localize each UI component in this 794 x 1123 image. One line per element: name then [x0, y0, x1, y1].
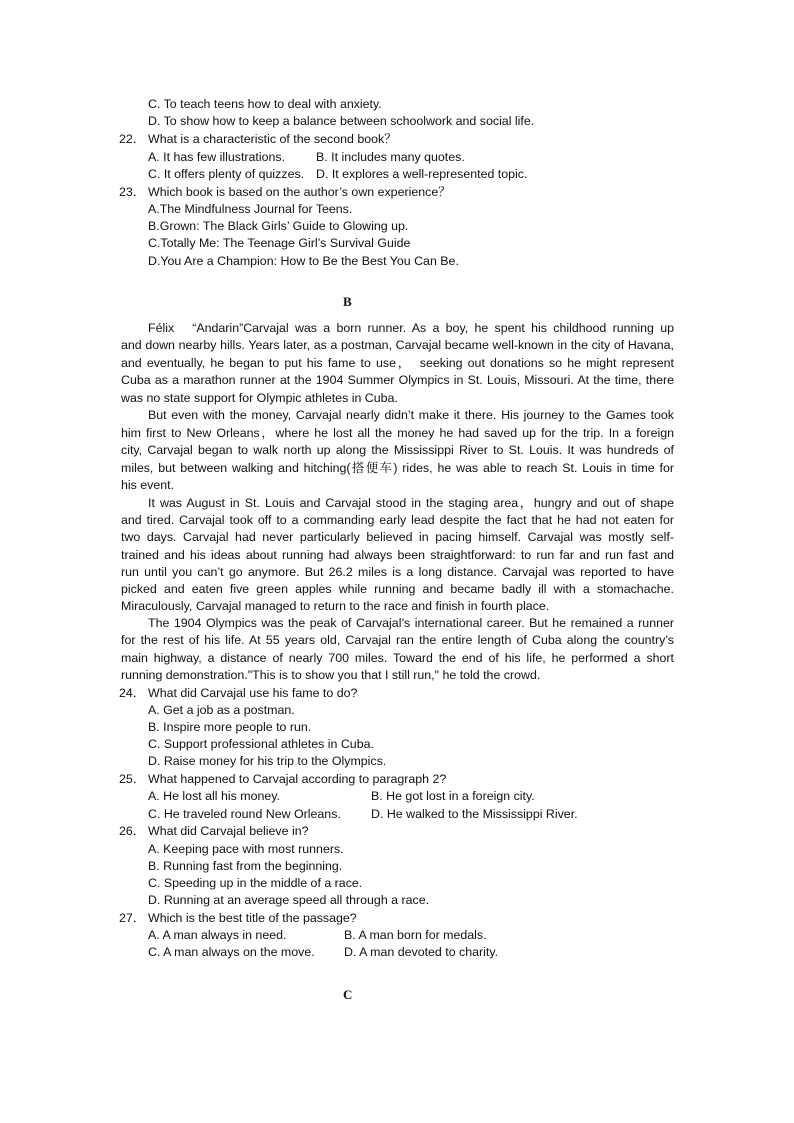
passage-line: trained and his ideas about running had always been straightforward: to run far and run fast and — [121, 548, 674, 562]
passage-line: main highway, a distance of nearly 700 miles. Toward the end of his life, he performed a short — [121, 651, 674, 665]
passage-line: and down nearby hills. Years later, as a postman, Carvajal became well-known in the city of Havana, — [121, 338, 674, 352]
q26-option-d: D. Running at an average speed all through a race. — [148, 893, 430, 907]
passage-line: running demonstration."This is to show you that I still run," he told the crowd. — [121, 668, 541, 682]
q26-option-b: B. Running fast from the beginning. — [148, 859, 343, 873]
passage-line: It was August in St. Louis and Carvajal stood in the staging area，hungry and out of shape — [148, 496, 674, 510]
q23-option-d: D.You Are a Champion: How to Be the Best You Can Be. — [148, 254, 459, 268]
passage-line: him first to New Orleans，where he lost all the money he had saved up for the trip. In a foreign — [121, 426, 674, 440]
section-heading-b: B — [343, 294, 352, 309]
q23-number: 23． — [119, 185, 146, 199]
q24-option-d: D. Raise money for his trip to the Olympics. — [148, 754, 387, 768]
q21-option-c: C. To teach teens how to deal with anxiety. — [148, 97, 382, 111]
passage-line: picked and eaten five green apples while running and became badly ill with a stomachache. — [121, 582, 674, 596]
q27-number: 27． — [119, 911, 146, 925]
q22-option-a: A. It has few illustrations. — [148, 150, 286, 164]
q24-number: 24． — [119, 686, 146, 700]
passage-line: The 1904 Olympics was the peak of Carvajal’s international career. But he remained a runner — [148, 616, 674, 630]
passage-line: his event. — [121, 478, 175, 492]
q22-option-c: C. It offers plenty of quizzes. — [148, 167, 305, 181]
q27-option-c: C. A man always on the move. — [148, 945, 315, 959]
q23-option-c: C.Totally Me: The Teenage Girl’s Survival Guide — [148, 236, 411, 250]
section-heading-c: C — [343, 987, 353, 1002]
q22-number: 22． — [119, 132, 146, 146]
q25-option-b: B. He got lost in a foreign city. — [371, 789, 535, 803]
q26-option-a: A. Keeping pace with most runners. — [148, 842, 344, 856]
passage-line: for the rest of his life. At 55 years old, Carvajal ran the entire length of Cuba along the country’s — [121, 633, 674, 647]
passage-line: Cuba as a marathon runner at the 1904 Summer Olympics in St. Louis, Missouri. At the time, there — [121, 373, 674, 387]
q22-option-b: B. It includes many quotes. — [316, 150, 465, 164]
passage-line: and tired. Carvajal took off to a commanding early lead despite the fact that he had not eaten for — [121, 513, 674, 527]
q27-option-a: A. A man always in need. — [148, 928, 287, 942]
passage-line: miles, but between walking and hitching(搭便车) rides, he was able to reach St. Louis in time for — [121, 461, 674, 475]
q27-option-d: D. A man devoted to charity. — [344, 945, 499, 959]
passage-line: Miraculously, Carvajal managed to return to the race and finish in fourth place. — [121, 599, 550, 613]
passage-line: But even with the money, Carvajal nearly didn’t make it there. His journey to the Games took — [148, 408, 674, 422]
passage-line: and eventually, he began to put his fame to use， seeking out donations so he might represent — [121, 356, 674, 370]
q27-text: Which is the best title of the passage? — [148, 911, 357, 925]
q26-option-c: C. Speeding up in the middle of a race. — [148, 876, 363, 890]
q25-number: 25． — [119, 772, 146, 786]
q22-text: What is a characteristic of the second book？ — [148, 132, 397, 146]
passage-line: run until you can’t go anymore. But 26.2 miles is a long distance. Carvajal was reported to have — [121, 565, 674, 579]
q24-text: What did Carvajal use his fame to do? — [148, 686, 358, 700]
q26-number: 26． — [119, 824, 146, 838]
q27-option-b: B. A man born for medals. — [344, 928, 487, 942]
q22-option-d: D. It explores a well-represented topic. — [316, 167, 528, 181]
q23-option-a: A.The Mindfulness Journal for Teens. — [148, 202, 353, 216]
q24-option-c: C. Support professional athletes in Cuba. — [148, 737, 374, 751]
q23-text: Which book is based on the author’s own experience？ — [148, 185, 451, 199]
q26-text: What did Carvajal believe in? — [148, 824, 309, 838]
q23-option-b: B.Grown: The Black Girls’ Guide to Glowing up. — [148, 219, 409, 233]
q25-option-a: A. He lost all his money. — [148, 789, 280, 803]
q21-option-d: D. To show how to keep a balance between schoolwork and social life. — [148, 114, 535, 128]
q24-option-b: B. Inspire more people to run. — [148, 720, 312, 734]
passage-line: two days. Carvajal had never particularly believed in pacing himself. Carvajal was mostly self- — [121, 530, 674, 544]
passage-line: Félix “Andarin”Carvajal was a born runner. As a boy, he spent his childhood running up — [148, 321, 674, 335]
q24-option-a: A. Get a job as a postman. — [148, 703, 295, 717]
passage-line: was no state support for Olympic athletes in Cuba. — [121, 391, 398, 405]
passage-line: city, Carvajal began to walk north up along the Mississippi River to St. Louis. It was hundreds of — [121, 443, 674, 457]
q25-option-c: C. He traveled round New Orleans. — [148, 807, 341, 821]
q25-option-d: D. He walked to the Mississippi River. — [371, 807, 578, 821]
q25-text: What happened to Carvajal according to paragraph 2? — [148, 772, 447, 786]
